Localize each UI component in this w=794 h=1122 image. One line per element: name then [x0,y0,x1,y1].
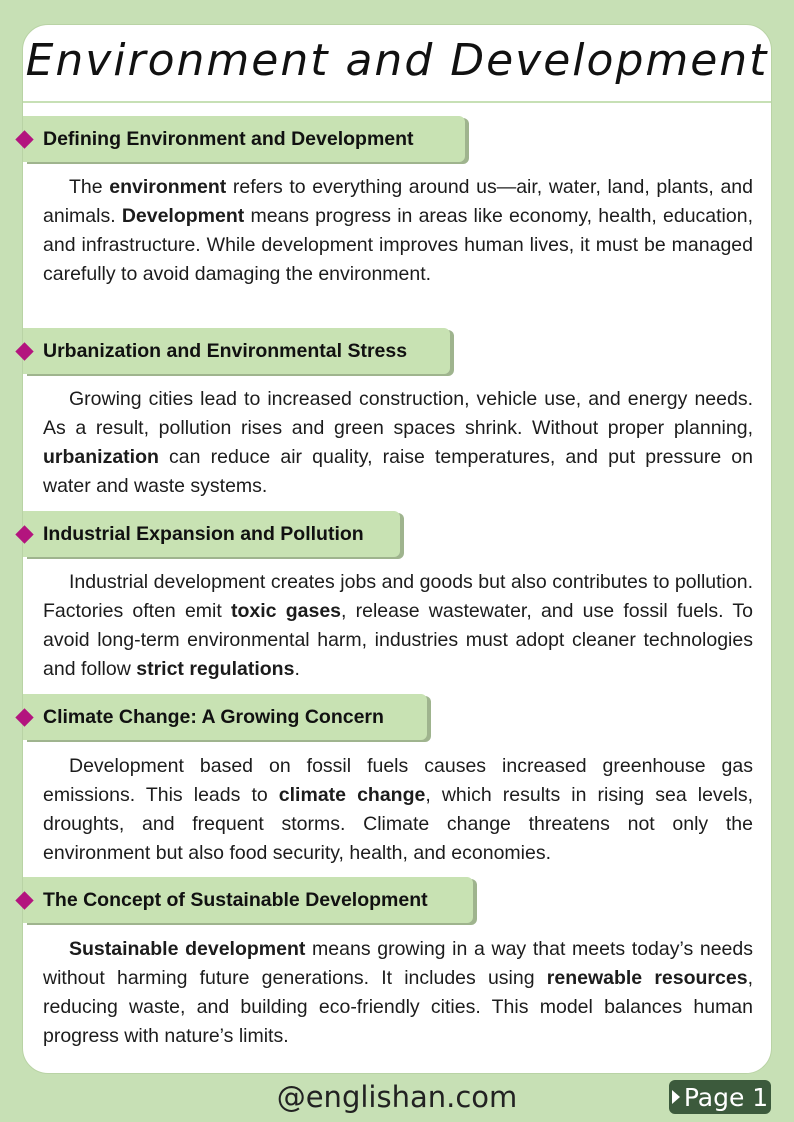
section-heading-text: Industrial Expansion and Pollution [43,522,364,545]
paragraph-text: , release wastewater, and use fossil fuels. To avoid long-term environmental harm, industries must adopt cleaner technologies and follow [43,600,753,680]
page-card [22,24,772,1074]
page-number-label: Page 1 [683,1082,769,1112]
section-heading [23,694,427,740]
paragraph-text: , reducing waste, and building eco-friendly cities. This model balances human progress with nature’s limits. [43,967,753,1047]
section-paragraph [43,568,753,684]
section-heading [23,877,473,923]
paragraph-text: refers to everything around us—air, water, land, plants, and animals. [43,176,753,227]
arrow-right-icon [672,1090,680,1104]
paragraph-text: means progress in areas like economy, health, education, and infrastructure. While development improves human lives, it must be managed carefully to avoid damaging the environment. [43,205,754,285]
section-heading [23,511,400,557]
paragraph-text: . [294,658,300,680]
page-title: Environment and Development [25,35,769,86]
section-heading [23,328,450,374]
section-paragraph [43,385,753,501]
diamond-bullet-icon [15,525,33,543]
bold-term: environment [109,176,227,198]
section-paragraph [43,752,753,868]
paragraph-text: Industrial development creates jobs and goods but also contributes to pollution. Factories often emit [43,571,753,622]
section-heading-text: Climate Change: A Growing Concern [43,705,384,728]
section-heading-text: Defining Environment and Development [43,127,414,150]
section-paragraph [43,935,753,1051]
bold-term: toxic gases [231,600,342,622]
section-heading-text: The Concept of Sustainable Development [43,888,428,911]
paragraph-text: The [69,176,110,198]
website-link[interactable]: @englishan.com [276,1080,518,1114]
paragraph-text: means growing in a way that meets today’s needs without harming future generations. It includes using [43,938,753,989]
paragraph-text: can reduce air quality, raise temperatures, and put pressure on water and waste systems. [43,446,753,497]
title-divider [23,101,771,103]
section-heading-text: Urbanization and Environmental Stress [43,339,408,362]
paragraph-text: , which results in rising sea levels, droughts, and frequent storms. Climate change threatens not only the environment but also food security, health, and economies. [43,784,754,864]
page-number-badge [669,1080,771,1114]
bold-term: renewable resources [546,967,748,989]
bold-term: Development [121,205,245,227]
paragraph-text: Growing cities lead to increased construction, vehicle use, and energy needs. As a result, pollution rises and green spaces shrink. Without proper planning, [43,388,753,439]
section-heading [23,116,465,162]
diamond-bullet-icon [15,891,33,909]
diamond-bullet-icon [15,130,33,148]
bold-term: urbanization [43,446,159,468]
diamond-bullet-icon [15,342,33,360]
bold-term: strict regulations [136,658,295,680]
bold-term: Sustainable development [69,938,306,960]
section-paragraph [43,173,753,289]
paragraph-text: Development based on fossil fuels causes increased greenhouse gas emissions. This leads to [43,755,753,806]
diamond-bullet-icon [15,708,33,726]
bold-term: climate change [278,784,426,806]
